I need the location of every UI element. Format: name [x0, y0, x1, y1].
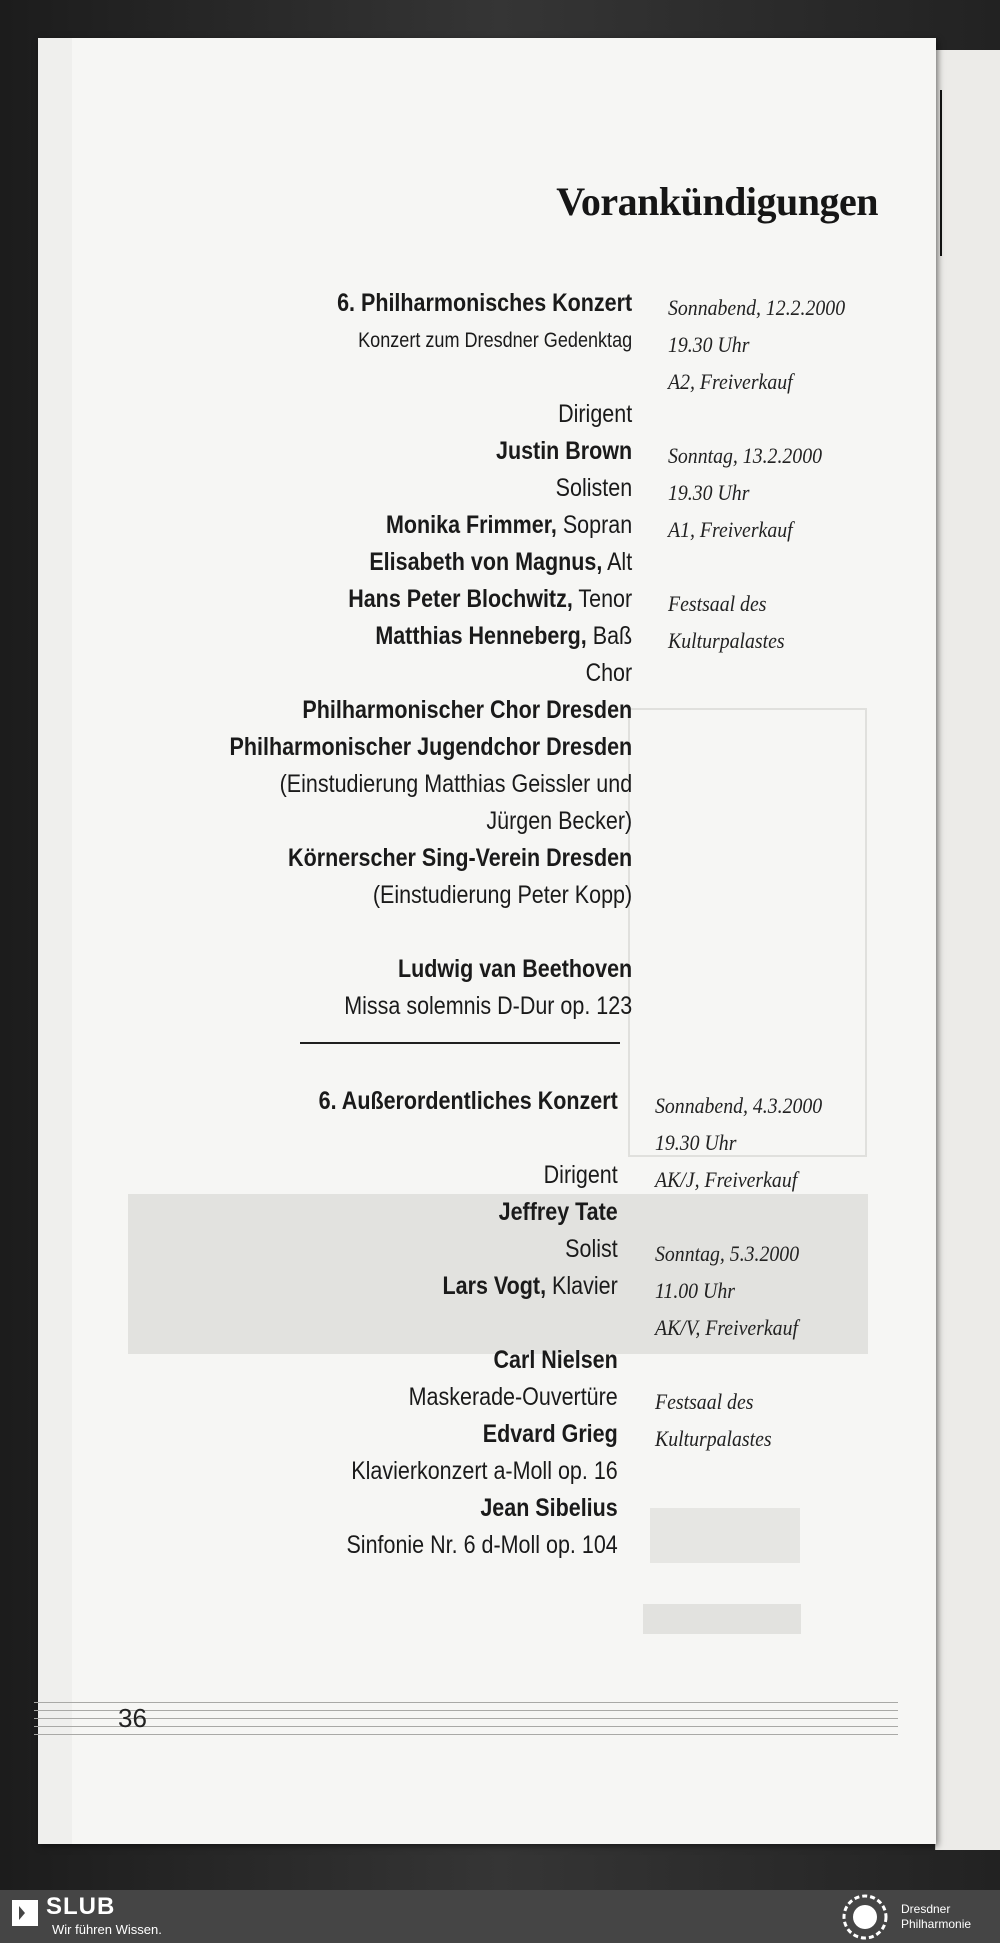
slub-tagline: Wir führen Wissen. — [52, 1922, 162, 1937]
program-line-name: Carl Nielsen — [493, 1346, 618, 1374]
program-line — [319, 1342, 618, 1379]
program-line-name: Körnerscher Sing-Verein Dresden — [287, 844, 632, 872]
schedule-line: 19.30 Uhr — [668, 480, 750, 505]
philharmonie-line2: Philharmonie — [901, 1917, 972, 1931]
schedule-line: A1, Freiverkauf — [668, 517, 793, 542]
program-line — [229, 322, 632, 359]
schedule-line — [655, 1346, 822, 1383]
philharmonie-logo-icon — [842, 1894, 888, 1940]
program-line — [229, 359, 632, 396]
schedule-line — [655, 1198, 822, 1235]
program-line — [319, 1416, 618, 1453]
schedule-line: AK/J, Freiverkauf — [655, 1167, 798, 1192]
program-line-text: Baß — [586, 622, 632, 650]
program-line-text: Alt — [602, 548, 632, 576]
concert2-schedule — [655, 1087, 822, 1457]
program-line-name: Justin Brown — [495, 437, 632, 465]
schedule-line: Sonntag, 13.2.2000 — [668, 443, 823, 468]
schedule-line: Sonnabend, 12.2.2000 — [668, 295, 846, 320]
program-line — [319, 1194, 618, 1231]
program-line-text: (Einstudierung Peter Kopp) — [372, 881, 632, 909]
program-line — [229, 840, 632, 877]
program-line — [229, 877, 632, 914]
concert1-details — [229, 285, 632, 1025]
schedule-line: Kulturpalastes — [668, 628, 785, 653]
program-line-text: Klavier — [546, 1272, 618, 1300]
program-line — [319, 1157, 618, 1194]
program-line — [229, 729, 632, 766]
program-line — [229, 618, 632, 655]
program-line — [319, 1120, 618, 1157]
program-line-name: Philharmonischer Chor Dresden — [302, 696, 632, 724]
program-line-text: Sopran — [556, 511, 632, 539]
program-line-text: Maskerade-Ouvertüre — [408, 1383, 618, 1411]
program-line — [319, 1379, 618, 1416]
bleed-through-logo-mark — [650, 1508, 800, 1563]
program-line — [229, 507, 632, 544]
program-line-text: Jürgen Becker) — [486, 807, 632, 835]
program-line — [319, 1305, 618, 1342]
schedule-line: 11.00 Uhr — [655, 1278, 735, 1303]
staff-line — [34, 1734, 898, 1735]
program-line-text: Dirigent — [543, 1161, 618, 1189]
program-line — [229, 544, 632, 581]
program-line-name: Ludwig van Beethoven — [397, 955, 632, 983]
program-line-text: Klavierkonzert a-Moll op. 16 — [351, 1457, 618, 1485]
program-line-name: Lars Vogt, — [442, 1272, 547, 1300]
concert-separator-rule — [300, 1042, 620, 1044]
program-line-text: (Einstudierung Matthias Geissler und — [279, 770, 632, 798]
program-line — [229, 285, 632, 322]
philharmonie-line1: Dresdner — [901, 1902, 951, 1916]
program-line-text: Sinfonie Nr. 6 d-Moll op. 104 — [346, 1531, 618, 1559]
schedule-line: Festsaal des — [668, 591, 767, 616]
program-line — [229, 655, 632, 692]
program-line-text: Solist — [565, 1235, 618, 1263]
schedule-line — [668, 400, 845, 437]
schedule-line: 19.30 Uhr — [668, 332, 750, 357]
schedule-line: AK/V, Freiverkauf — [655, 1315, 798, 1340]
program-line — [229, 396, 632, 433]
staff-line — [34, 1718, 898, 1719]
schedule-line: Sonnabend, 4.3.2000 — [655, 1093, 823, 1118]
program-line — [229, 914, 632, 951]
program-line-name: Elisabeth von Magnus, — [369, 548, 603, 576]
program-line — [319, 1083, 618, 1120]
program-line — [319, 1453, 618, 1490]
philharmonie-label — [901, 1902, 971, 1932]
staff-line — [34, 1702, 898, 1703]
schedule-line — [668, 548, 845, 585]
schedule-line: 19.30 Uhr — [655, 1130, 737, 1155]
program-line-name: Philharmonischer Jugendchor Dresden — [229, 733, 632, 761]
concert2-details — [319, 1083, 618, 1564]
program-line-text: Konzert zum Dresdner Gedenktag — [357, 329, 632, 352]
program-line-name: Edvard Grieg — [482, 1420, 618, 1448]
page-number: 36 — [118, 1703, 147, 1733]
program-line — [229, 581, 632, 618]
page-heading: Vorankündigungen — [556, 179, 878, 224]
facing-page-edge — [935, 50, 1000, 1850]
schedule-line: A2, Freiverkauf — [668, 369, 793, 394]
program-line — [229, 470, 632, 507]
program-line-name: Jeffrey Tate — [498, 1198, 618, 1226]
program-line-text: Solisten — [555, 474, 632, 502]
page-edge-line — [940, 90, 942, 256]
schedule-line: Sonntag, 5.3.2000 — [655, 1241, 800, 1266]
program-line — [319, 1268, 618, 1305]
program-line — [229, 766, 632, 803]
program-line — [229, 803, 632, 840]
slub-logo-icon — [12, 1900, 38, 1926]
schedule-line: Kulturpalastes — [655, 1426, 772, 1451]
program-line-name: Hans Peter Blochwitz, — [348, 585, 573, 613]
program-line — [319, 1527, 618, 1564]
program-line — [229, 433, 632, 470]
slub-name: SLUB — [46, 1893, 116, 1920]
staff-line — [34, 1710, 898, 1711]
program-line-text: Chor — [585, 659, 632, 687]
program-line-text: Tenor — [572, 585, 632, 613]
program-line — [229, 692, 632, 729]
program-line-text: Dirigent — [557, 400, 632, 428]
bleed-through-logo-block — [643, 1604, 801, 1634]
program-line-text: Missa solemnis D-Dur op. 123 — [344, 992, 632, 1020]
program-line — [319, 1231, 618, 1268]
program-line-name: 6. Außerordentliches Konzert — [318, 1087, 618, 1115]
program-line — [319, 1490, 618, 1527]
staff-line — [34, 1726, 898, 1727]
schedule-line: Festsaal des — [655, 1389, 754, 1414]
program-line-name: Monika Frimmer, — [385, 511, 557, 539]
program-line-name: 6. Philharmonisches Konzert — [336, 289, 632, 317]
program-line — [229, 951, 632, 988]
program-line-name: Matthias Henneberg, — [375, 622, 587, 650]
footer-bar — [0, 1890, 1000, 1943]
program-line — [229, 988, 632, 1025]
program-line-name: Jean Sibelius — [480, 1494, 618, 1522]
concert1-schedule — [668, 289, 845, 659]
